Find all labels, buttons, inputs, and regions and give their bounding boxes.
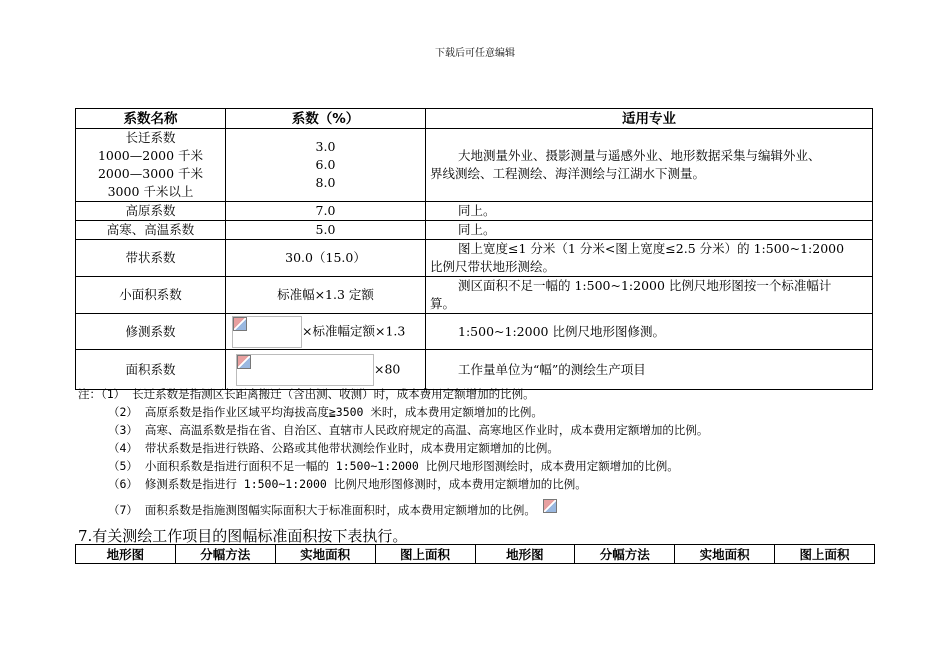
row-value: 7.0 — [226, 202, 426, 221]
table-row — [76, 221, 873, 240]
spec-line: 大地测量外业、摄影测量与遥感外业、地形数据采集与编辑外业、 — [458, 148, 821, 163]
col-header: 图上面积 — [375, 545, 475, 564]
broken-image-icon — [233, 317, 247, 331]
row-name: 带状系数 — [76, 240, 226, 277]
table-row — [76, 277, 873, 314]
col-header: 实地面积 — [675, 545, 775, 564]
table-row — [76, 240, 873, 277]
broken-image-icon — [237, 355, 251, 369]
row-spec — [426, 129, 873, 202]
row-value — [226, 350, 426, 390]
value-line: 6.0 — [315, 157, 336, 172]
row-spec: 工作量单位为“幅”的测绘生产项目 — [426, 350, 873, 390]
row-name: 小面积系数 — [76, 277, 226, 314]
sheet-area-table — [75, 544, 875, 564]
row-value: 标准幅×1.3 定额 — [226, 277, 426, 314]
col-header-value: 系数（%） — [226, 109, 426, 129]
name-line: 长迁系数 — [125, 130, 176, 145]
row-spec: 同上。 — [426, 221, 873, 240]
note-item: （4） 带状系数是指进行铁路、公路或其他带状测绘作业时，成本费用定额增加的比例。 — [108, 441, 559, 455]
table-row — [76, 350, 873, 390]
col-header-spec: 适用专业 — [426, 109, 873, 129]
note-item — [108, 502, 555, 518]
row-spec — [426, 277, 873, 314]
table-row — [76, 202, 873, 221]
row-value: 30.0（15.0） — [226, 240, 426, 277]
note-item: （5） 小面积系数是指进行面积不足一幅的 1:500~1:2000 比例尺地形图测绘时，成本费用定额增加的比例。 — [108, 459, 679, 473]
name-line: 2000—3000 千米 — [97, 166, 204, 181]
broken-image-icon — [543, 499, 557, 513]
row-name: 面积系数 — [76, 350, 226, 390]
col-header: 地形图 — [475, 545, 575, 564]
row-spec: 同上。 — [426, 202, 873, 221]
col-header: 地形图 — [76, 545, 176, 564]
spec-line: 比例尺带状地形测绘。 — [430, 259, 556, 274]
note-item: 注：（1） 长迁系数是指测区长距离搬迁（含出测、收测）时，成本费用定额增加的比例。 — [78, 387, 535, 401]
note-item: （6） 修测系数是指进行 1:500~1:2000 比例尺地形图修测时，成本费用定额增加的比例。 — [108, 477, 587, 491]
value-suffix: ×80 — [374, 361, 401, 376]
col-header: 分幅方法 — [175, 545, 275, 564]
coefficient-table — [75, 108, 873, 390]
note-item: （3） 高寒、高温系数是指在省、自治区、直辖市人民政府规定的高温、高寒地区作业时，成本费用定额增加的比例。 — [108, 423, 709, 437]
col-header: 分幅方法 — [575, 545, 675, 564]
row-name — [76, 129, 226, 202]
table-row — [76, 314, 873, 350]
name-line: 1000—2000 千米 — [97, 148, 204, 163]
formula-image — [543, 499, 555, 513]
spec-line: 算。 — [430, 296, 456, 311]
row-name: 修测系数 — [76, 314, 226, 350]
note-text: （7） 面积系数是指施测图幅实际面积大于标准面积时，成本费用定额增加的比例。 — [108, 503, 536, 517]
formula-image — [236, 354, 374, 386]
table-header-row — [76, 545, 875, 564]
col-header: 图上面积 — [775, 545, 875, 564]
value-line: 3.0 — [315, 139, 336, 154]
row-name: 高原系数 — [76, 202, 226, 221]
row-value: 5.0 — [226, 221, 426, 240]
name-line: 3000 千米以上 — [107, 184, 194, 199]
row-value — [226, 314, 426, 350]
col-header: 实地面积 — [275, 545, 375, 564]
row-name: 高寒、高温系数 — [76, 221, 226, 240]
table-header-row — [76, 109, 873, 129]
page-header: 下载后可任意编辑 — [435, 48, 515, 59]
col-header-name: 系数名称 — [76, 109, 226, 129]
spec-line: 测区面积不足一幅的 1:500~1:2000 比例尺地形图按一个标准幅计 — [458, 278, 832, 293]
row-spec: 1:500~1:2000 比例尺地形图修测。 — [426, 314, 873, 350]
row-spec — [426, 240, 873, 277]
spec-line: 界线测绘、工程测绘、海洋测绘与江湖水下测量。 — [430, 166, 706, 181]
value-line: 8.0 — [315, 175, 336, 190]
value-suffix: ×标准幅定额×1.3 — [302, 323, 406, 338]
note-item: （2） 高原系数是指作业区域平均海拔高度≧3500 米时，成本费用定额增加的比例。 — [108, 405, 543, 419]
table-row — [76, 129, 873, 202]
spec-line: 图上宽度≤1 分米（1 分米<图上宽度≤2.5 分米）的 1:500~1:2000 — [458, 241, 845, 256]
row-value — [226, 129, 426, 202]
section-heading: 7.有关测绘工作项目的图幅标准面积按下表执行。 — [78, 527, 408, 545]
formula-image — [232, 316, 302, 348]
